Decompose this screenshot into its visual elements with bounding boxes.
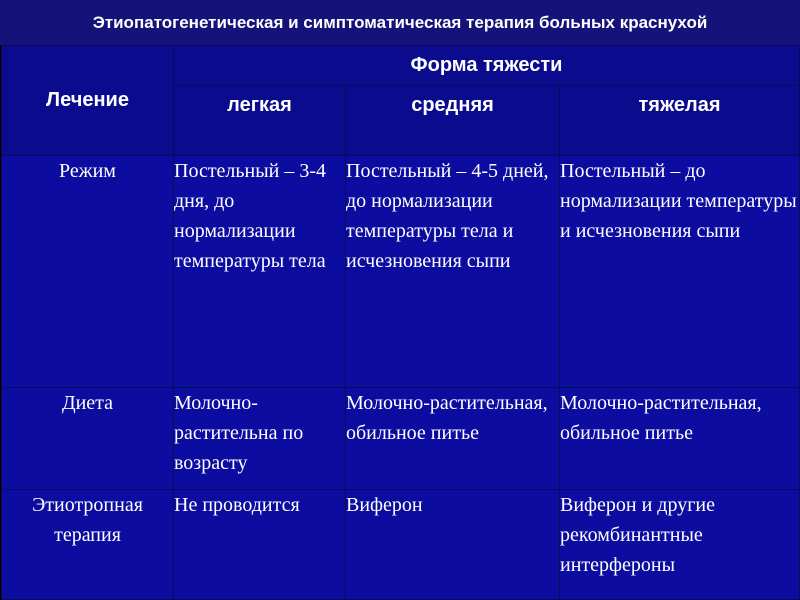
cell-diet-severe: Молочно-растительная, обильное питье (560, 388, 800, 490)
header-row-severity (2, 46, 800, 86)
header-moderate: средняя (346, 86, 560, 156)
row-label-diet: Диета (2, 388, 174, 490)
header-severity: Форма тяжести (174, 46, 800, 86)
header-treatment: Лечение (2, 46, 174, 156)
cell-regime-moderate: Постельный – 4-5 дней, до нормализации температуры тела и исчезновения сыпи (346, 156, 560, 388)
slide-title: Этиопатогенетическая и симптоматическая терапия больных краснухой (0, 0, 800, 45)
table-row-diet (2, 388, 800, 490)
header-mild: легкая (174, 86, 346, 156)
cell-etiotropic-moderate: Виферон (346, 490, 560, 600)
cell-etiotropic-mild: Не проводится (174, 490, 346, 600)
header-severe: тяжелая (560, 86, 800, 156)
row-label-etiotropic: Этиотропная терапия (2, 490, 174, 600)
cell-regime-mild: Постельный – 3-4 дня, до нормализации температуры тела (174, 156, 346, 388)
cell-regime-severe: Постельный – до нормализации температуры и исчезновения сыпи (560, 156, 800, 388)
table-row-regime (2, 156, 800, 388)
row-label-regime: Режим (2, 156, 174, 388)
cell-diet-mild: Молочно-растительна по возрасту (174, 388, 346, 490)
therapy-table (1, 45, 800, 600)
cell-diet-moderate: Молочно-растительная, обильное питье (346, 388, 560, 490)
cell-etiotropic-severe: Виферон и другие рекомбинантные интерфероны (560, 490, 800, 600)
table-row-etiotropic (2, 490, 800, 600)
